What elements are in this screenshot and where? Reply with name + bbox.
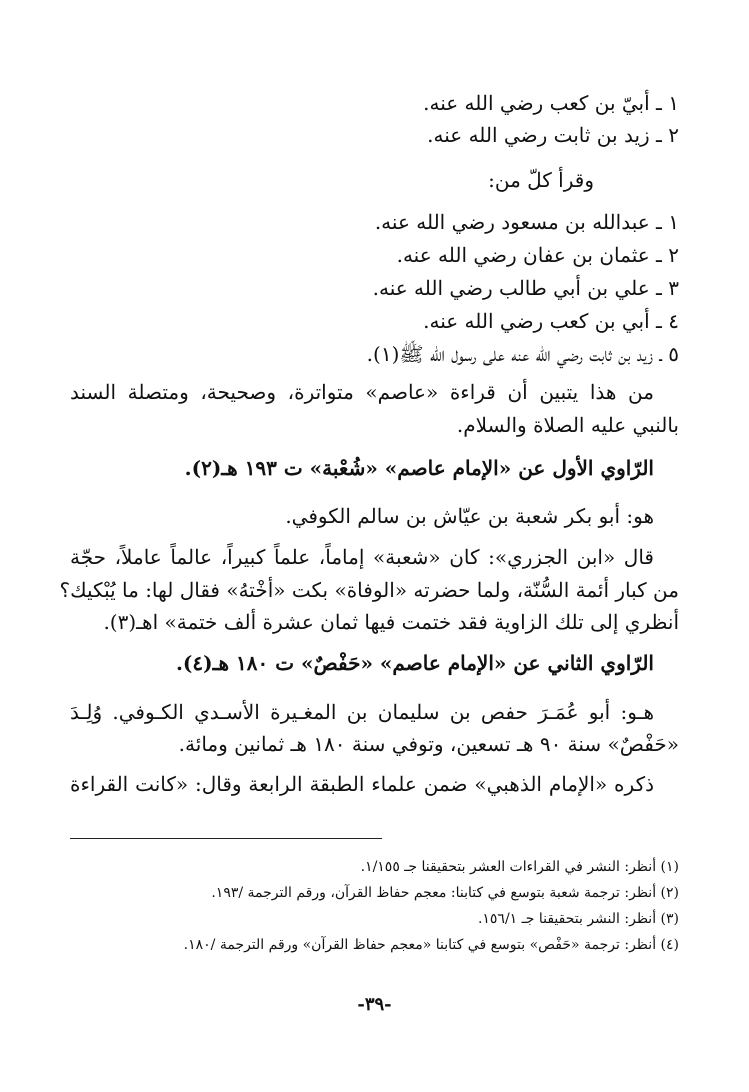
- list2-item-5: ٥ ـ زيد بن ثابت رضي الله عنه على رسول الله ﷺ(١).: [366, 342, 679, 366]
- para3-line-3: أنظري إلى تلك الزاوية فقد ختمت فيها ثمان عشرة ألف ختمة» اهـ(٣).: [103, 610, 679, 634]
- para3-line-1: قال «ابن الجزري»: كان «شعبة» إماماً، علماً كبيراً، عالماً عاملاً، حجّة: [70, 545, 654, 569]
- para4-line-1: هـو: أبو عُمَـرَ حفص بن سليمان بن المغـيرة الأسـدي الكـوفي. وُلِـدَ: [70, 700, 654, 724]
- list2-item-1: ١ ـ عبدالله بن مسعود رضي الله عنه.: [374, 210, 679, 234]
- heading-second-narrator: الرّاوي الثاني عن «الإمام عاصم» «حَفْصٌ» ت ١٨٠ هـ(٤).: [175, 651, 654, 675]
- footnote-1: (١) أنظر: النشر في القراءات العشر بتحقيقنا جـ ١/١٥٥.: [360, 859, 679, 875]
- list1-item-2: ٢ ـ زيد بن ثابت رضي الله عنه.: [427, 123, 679, 147]
- footnote-3: (٣) أنظر: النشر بتحقيقنا جـ ١٥٦/١.: [477, 911, 679, 927]
- page-number: -٣٩-: [357, 994, 392, 1015]
- para3-line-2: من كبار أئمة السُّنّة، ولما حضرته «الوفاة» بكت «أخْتهُ» فقال لها: ما يُبْكيك؟: [59, 578, 679, 602]
- list1-item-1: ١ ـ أبيّ بن كعب رضي الله عنه.: [423, 91, 679, 115]
- list2-item-3: ٣ ـ علي بن أبي طالب رضي الله عنه.: [372, 276, 679, 300]
- para2: هو: أبو بكر شعبة بن عيّاش بن سالم الكوفي.: [285, 504, 654, 528]
- para1-line-1: من هذا يتبين أن قراءة «عاصم» متواترة، وصحيحة، ومتصلة السند: [70, 380, 654, 404]
- para4-line-2: «حَفْصٌ» سنة ٩٠ هـ تسعين، وتوفي سنة ١٨٠ هـ ثمانين ومائة.: [178, 732, 679, 756]
- heading-first-narrator: الرّاوي الأول عن «الإمام عاصم» «شُعْبة» ت ١٩٣ هـ(٢).: [184, 456, 654, 480]
- footnote-4: (٤) أنظر: ترجمة «حَفْص» بتوسع في كتابنا «معجم حفاظ القرآن» ورقم الترجمة /١٨٠.: [183, 937, 679, 953]
- para1-line-2: بالنبي عليه الصلاة والسلام.: [456, 413, 679, 437]
- list2-item-2: ٢ ـ عثمان بن عفان رضي الله عنه.: [396, 243, 679, 267]
- list2-intro: وقرأ كلّ من:: [488, 168, 594, 192]
- footnote-divider: [70, 838, 382, 839]
- footnote-2: (٢) أنظر: ترجمة شعبة بتوسع في كتابنا: معجم حفاظ القرآن، ورقم الترجمة /١٩٣.: [211, 885, 679, 901]
- para5-line-1: ذكره «الإمام الذهبي» ضمن علماء الطبقة الرابعة وقال: «كانت القراءة: [70, 772, 654, 796]
- list2-item-4: ٤ ـ أبي بن كعب رضي الله عنه.: [423, 309, 679, 333]
